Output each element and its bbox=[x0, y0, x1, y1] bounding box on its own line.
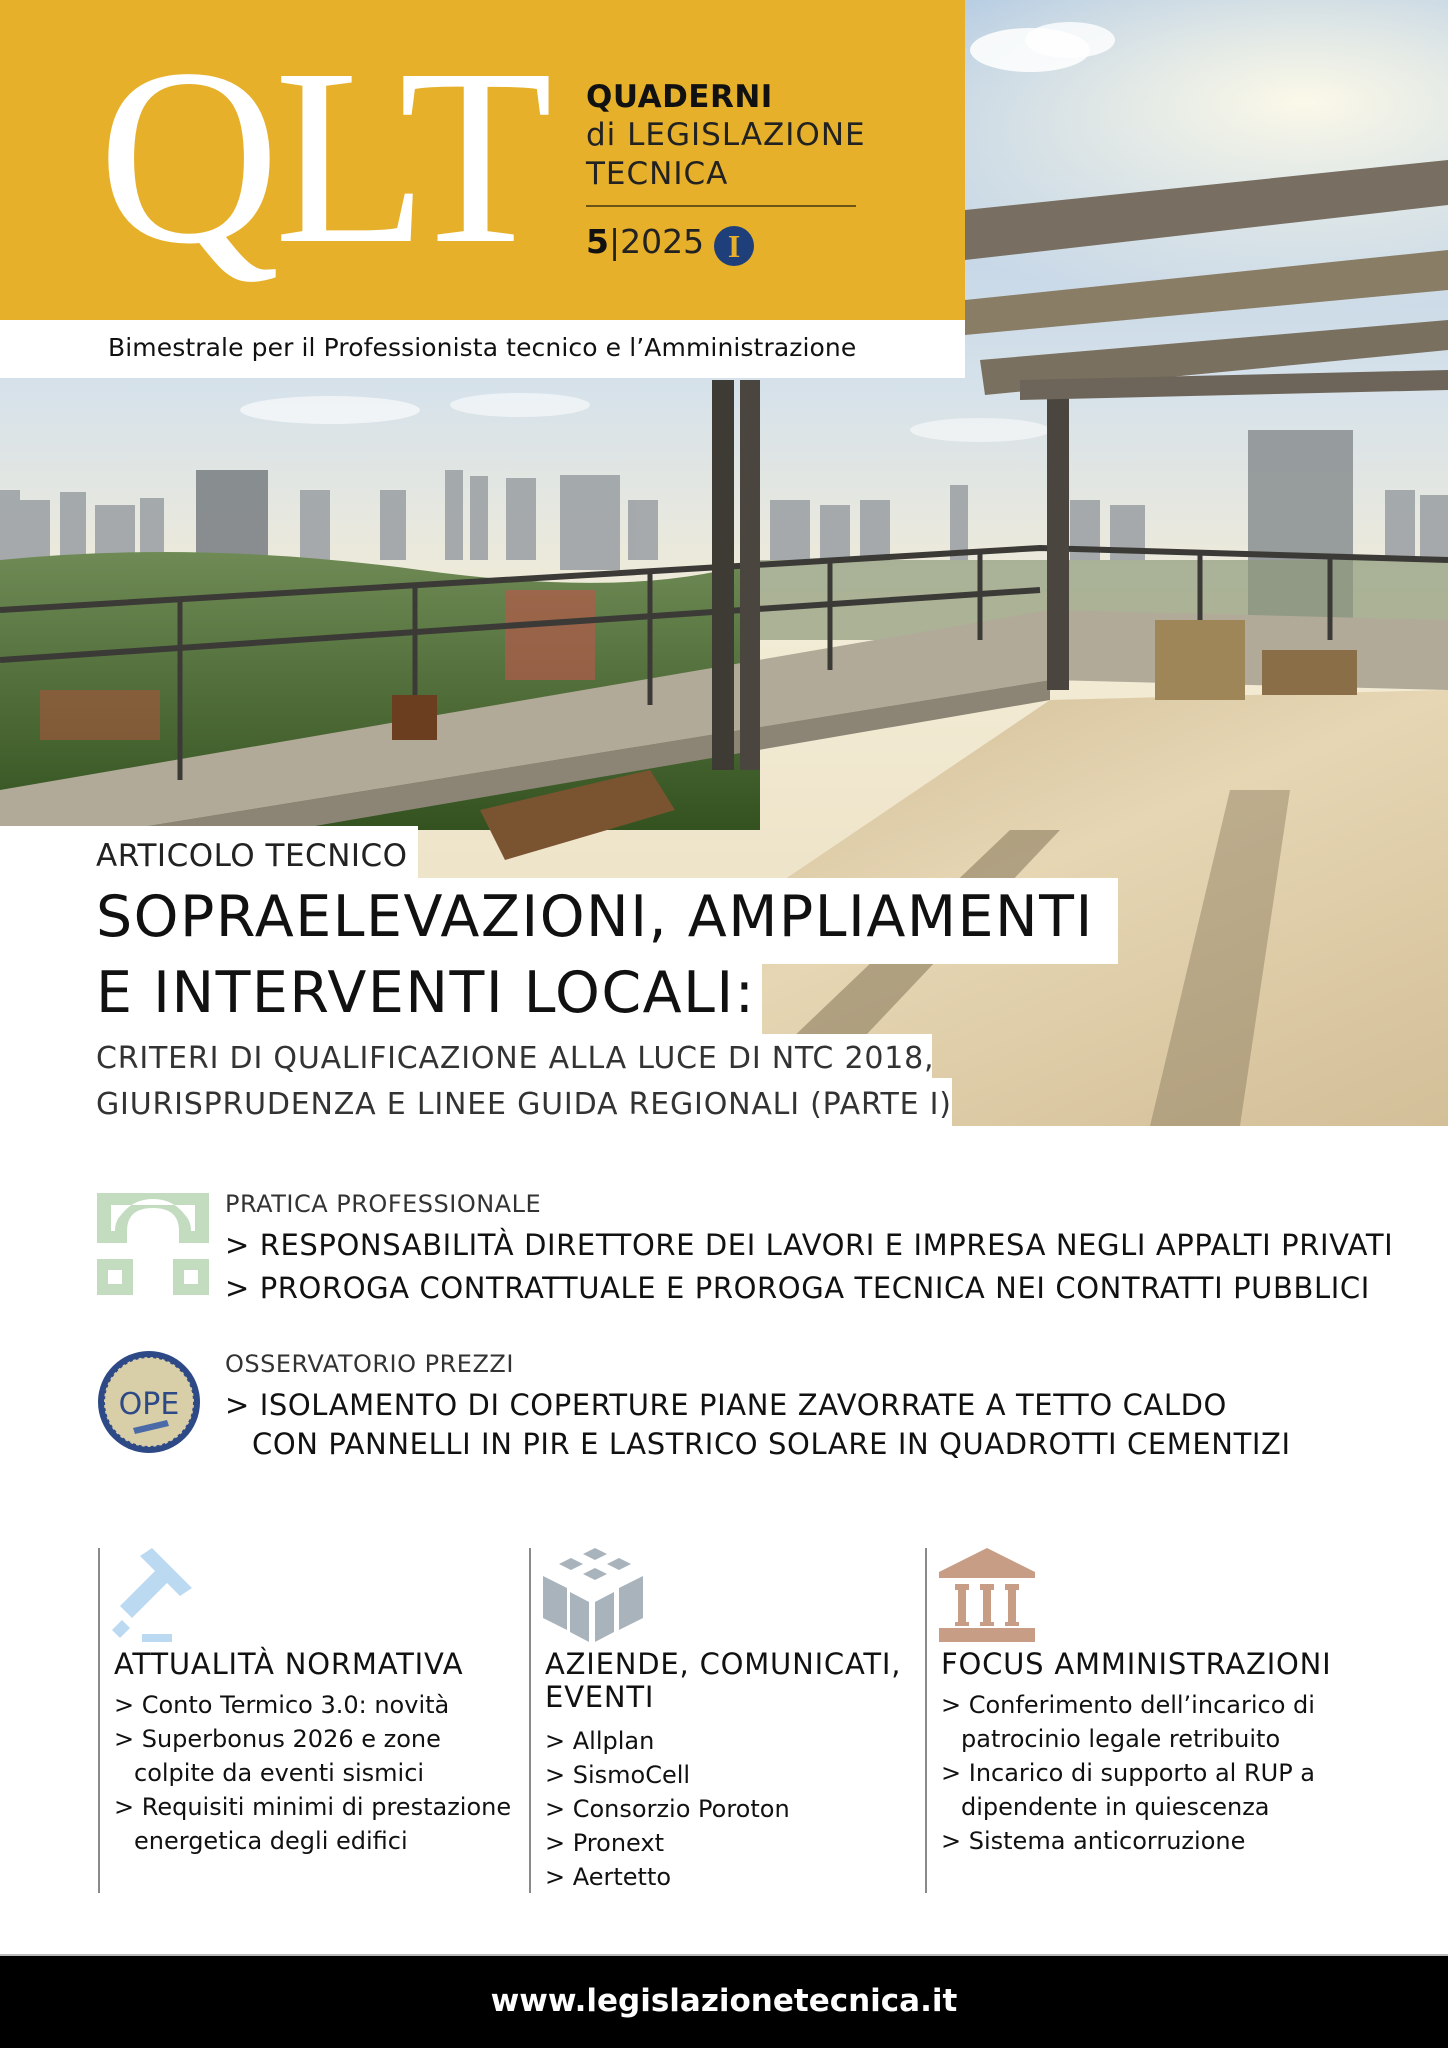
title-divider bbox=[586, 205, 856, 207]
list-item: > Conto Termico 3.0: novità bbox=[114, 1691, 450, 1719]
volume-badge-icon: I bbox=[714, 226, 754, 266]
pratica-professionale-section bbox=[225, 1190, 1448, 1308]
article-subtitle-line-2: GIURISPRUDENZA E LINEE GUIDA REGIONALI (PARTE I) bbox=[96, 1087, 952, 1122]
pratica-kicker: PRATICA PROFESSIONALE bbox=[225, 1190, 542, 1218]
gavel-icon bbox=[112, 1548, 208, 1648]
osservatorio-kicker: OSSERVATORIO PREZZI bbox=[225, 1350, 514, 1378]
column-attualita-normativa bbox=[98, 1548, 520, 1893]
column-heading-line-1: AZIENDE, COMUNICATI, bbox=[545, 1647, 902, 1681]
publication-title bbox=[586, 78, 866, 194]
article-kicker: ARTICOLO TECNICO bbox=[96, 838, 408, 874]
list-item: > Incarico di supporto al RUP a dipendente in quiescenza bbox=[941, 1759, 1316, 1821]
issue-year: 2025 bbox=[620, 222, 705, 261]
qlt-logo: QLT bbox=[98, 16, 547, 296]
column-heading: FOCUS AMMINISTRAZIONI bbox=[941, 1647, 1332, 1681]
column-heading: ATTUALITÀ NORMATIVA bbox=[114, 1647, 464, 1681]
cubes-icon bbox=[543, 1548, 643, 1648]
list-item: > Requisiti minimi di prestazione energetica degli edifici bbox=[114, 1793, 512, 1855]
list-item: > Consorzio Poroton bbox=[545, 1795, 790, 1823]
title-line-1: QUADERNI bbox=[586, 79, 773, 115]
column-focus-amministrazioni bbox=[925, 1548, 1407, 1893]
footer bbox=[0, 1954, 1448, 2048]
article-title-line-2: E INTERVENTI LOCALI: bbox=[96, 960, 756, 1026]
osservatorio-item-line-2: CON PANNELLI IN PIR E LASTRICO SOLARE IN QUADROTTI CEMENTIZI bbox=[252, 1427, 1291, 1461]
issue-info bbox=[586, 222, 754, 266]
seal-text: OPE bbox=[118, 1387, 180, 1422]
pratica-item: > PROROGA CONTRATTUALE E PROROGA TECNICA NEI CONTRATTI PUBBLICI bbox=[225, 1271, 1370, 1305]
column-list bbox=[114, 1688, 514, 1858]
list-item: > Pronext bbox=[545, 1829, 664, 1857]
column-heading-line-2: EVENTI bbox=[545, 1680, 655, 1714]
issue-separator: | bbox=[608, 222, 621, 261]
column-heading bbox=[545, 1648, 901, 1714]
ope-seal-icon bbox=[97, 1350, 201, 1459]
title-line-3: TECNICA bbox=[586, 156, 729, 192]
website-link[interactable]: www.legislazionetecnica.it bbox=[490, 1983, 958, 2019]
article-title-line-1: SOPRAELEVAZIONI, AMPLIAMENTI bbox=[96, 884, 1094, 950]
masthead bbox=[0, 0, 965, 320]
column-list bbox=[545, 1724, 905, 1894]
institution-icon bbox=[939, 1548, 1035, 1648]
arch-building-icon bbox=[97, 1193, 209, 1300]
osservatorio-prezzi-section bbox=[225, 1350, 1448, 1464]
list-item: > Allplan bbox=[545, 1727, 655, 1755]
list-item: > Conferimento dell’incarico di patrocinio legale retribuito bbox=[941, 1691, 1315, 1753]
article-subtitle-line-1: CRITERI DI QUALIFICAZIONE ALLA LUCE DI NTC 2018, bbox=[96, 1041, 935, 1076]
list-item: > Aertetto bbox=[545, 1863, 672, 1891]
osservatorio-item-line-1: > ISOLAMENTO DI COPERTURE PIANE ZAVORRATE A TETTO CALDO bbox=[225, 1388, 1227, 1422]
pratica-item: > RESPONSABILITÀ DIRETTORE DEI LAVORI E IMPRESA NEGLI APPALTI PRIVATI bbox=[225, 1228, 1394, 1262]
list-item: > SismoCell bbox=[545, 1761, 691, 1789]
issue-number: 5 bbox=[586, 222, 609, 261]
list-item: > Superbonus 2026 e zone colpite da eventi sismici bbox=[114, 1725, 441, 1787]
tagline: Bimestrale per il Professionista tecnico e l’Amministrazione bbox=[108, 333, 857, 362]
list-item: > Sistema anticorruzione bbox=[941, 1827, 1246, 1855]
column-list bbox=[941, 1688, 1361, 1858]
title-line-2: di LEGISLAZIONE bbox=[586, 117, 866, 153]
column-aziende-comunicati-eventi bbox=[529, 1548, 919, 1893]
